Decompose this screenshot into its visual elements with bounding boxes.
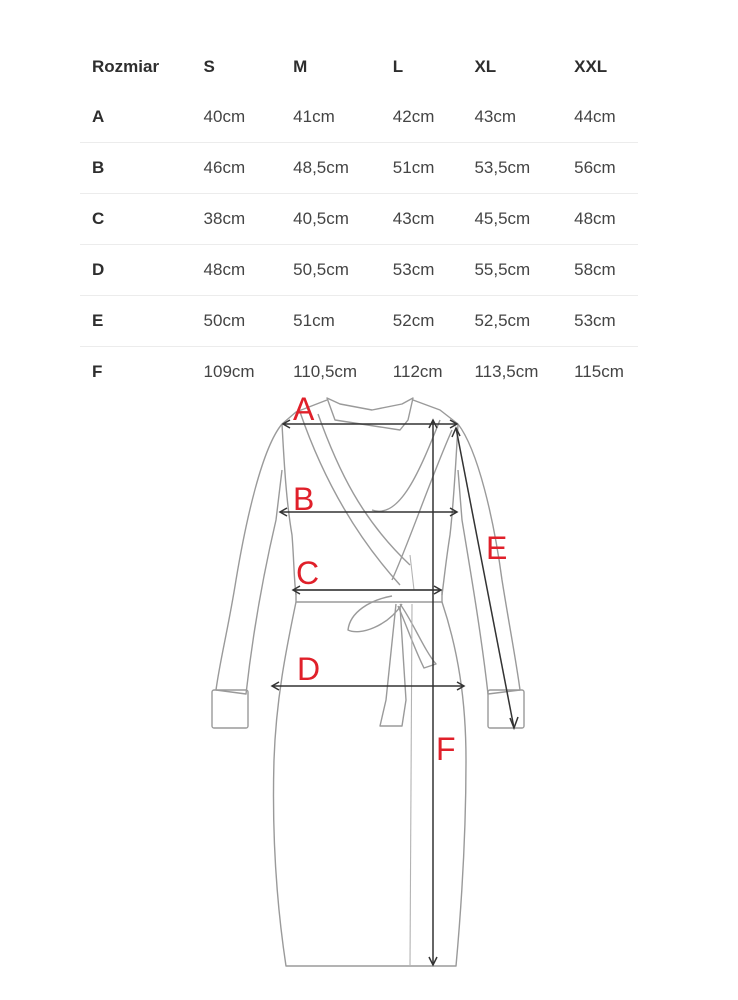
- label-d: D: [297, 651, 321, 687]
- table-cell: 46cm: [203, 158, 246, 177]
- table-cell: 110,5cm: [293, 362, 358, 381]
- table-cell: 40,5cm: [293, 209, 349, 228]
- table-cell: 53cm: [392, 260, 435, 279]
- table-cell: 52,5cm: [474, 311, 531, 330]
- header-xl: XL: [474, 57, 497, 76]
- row-label: F: [92, 362, 103, 381]
- label-f: F: [436, 731, 456, 767]
- row-label: A: [92, 107, 105, 126]
- header-xxl: XXL: [574, 57, 608, 76]
- measure-line-e: [452, 428, 518, 728]
- table-cell: 55,5cm: [474, 260, 531, 279]
- row-label: E: [92, 311, 104, 330]
- table-cell: 109cm: [203, 362, 255, 381]
- table-cell: 113,5cm: [474, 362, 539, 381]
- table-cell: 53cm: [574, 311, 616, 330]
- label-e: E: [486, 530, 508, 566]
- table-cell: 48cm: [574, 209, 616, 228]
- table-cell: 42cm: [392, 107, 435, 126]
- header-m: M: [293, 57, 308, 76]
- dress-outline: [212, 398, 524, 966]
- table-cell: 48,5cm: [293, 158, 349, 177]
- label-b: B: [293, 481, 315, 517]
- row-label: C: [92, 209, 105, 228]
- header-s: S: [203, 57, 215, 76]
- table-cell: 58cm: [574, 260, 616, 279]
- table-cell: 41cm: [293, 107, 335, 126]
- table-cell: 51cm: [392, 158, 435, 177]
- table-cell: 50cm: [203, 311, 246, 330]
- table-cell: 112cm: [392, 362, 443, 381]
- measure-line-f: [429, 420, 437, 965]
- label-c: C: [296, 555, 320, 591]
- table-cell: 48cm: [203, 260, 246, 279]
- row-label: B: [92, 158, 105, 177]
- header-size: Rozmiar: [92, 57, 160, 76]
- table-cell: 43cm: [474, 107, 517, 126]
- table-cell: 44cm: [574, 107, 616, 126]
- table-cell: 50,5cm: [293, 260, 349, 279]
- table-cell: 43cm: [392, 209, 435, 228]
- table-cell: 51cm: [293, 311, 335, 330]
- label-a: A: [293, 391, 315, 427]
- table-cell: 52cm: [392, 311, 435, 330]
- table-cell: 40cm: [203, 107, 246, 126]
- header-l: L: [392, 57, 404, 76]
- table-cell: 53,5cm: [474, 158, 531, 177]
- table-cell: 56cm: [574, 158, 616, 177]
- table-cell: 115cm: [574, 362, 624, 381]
- table-cell: 45,5cm: [474, 209, 531, 228]
- row-label: D: [92, 260, 105, 279]
- table-cell: 38cm: [203, 209, 246, 228]
